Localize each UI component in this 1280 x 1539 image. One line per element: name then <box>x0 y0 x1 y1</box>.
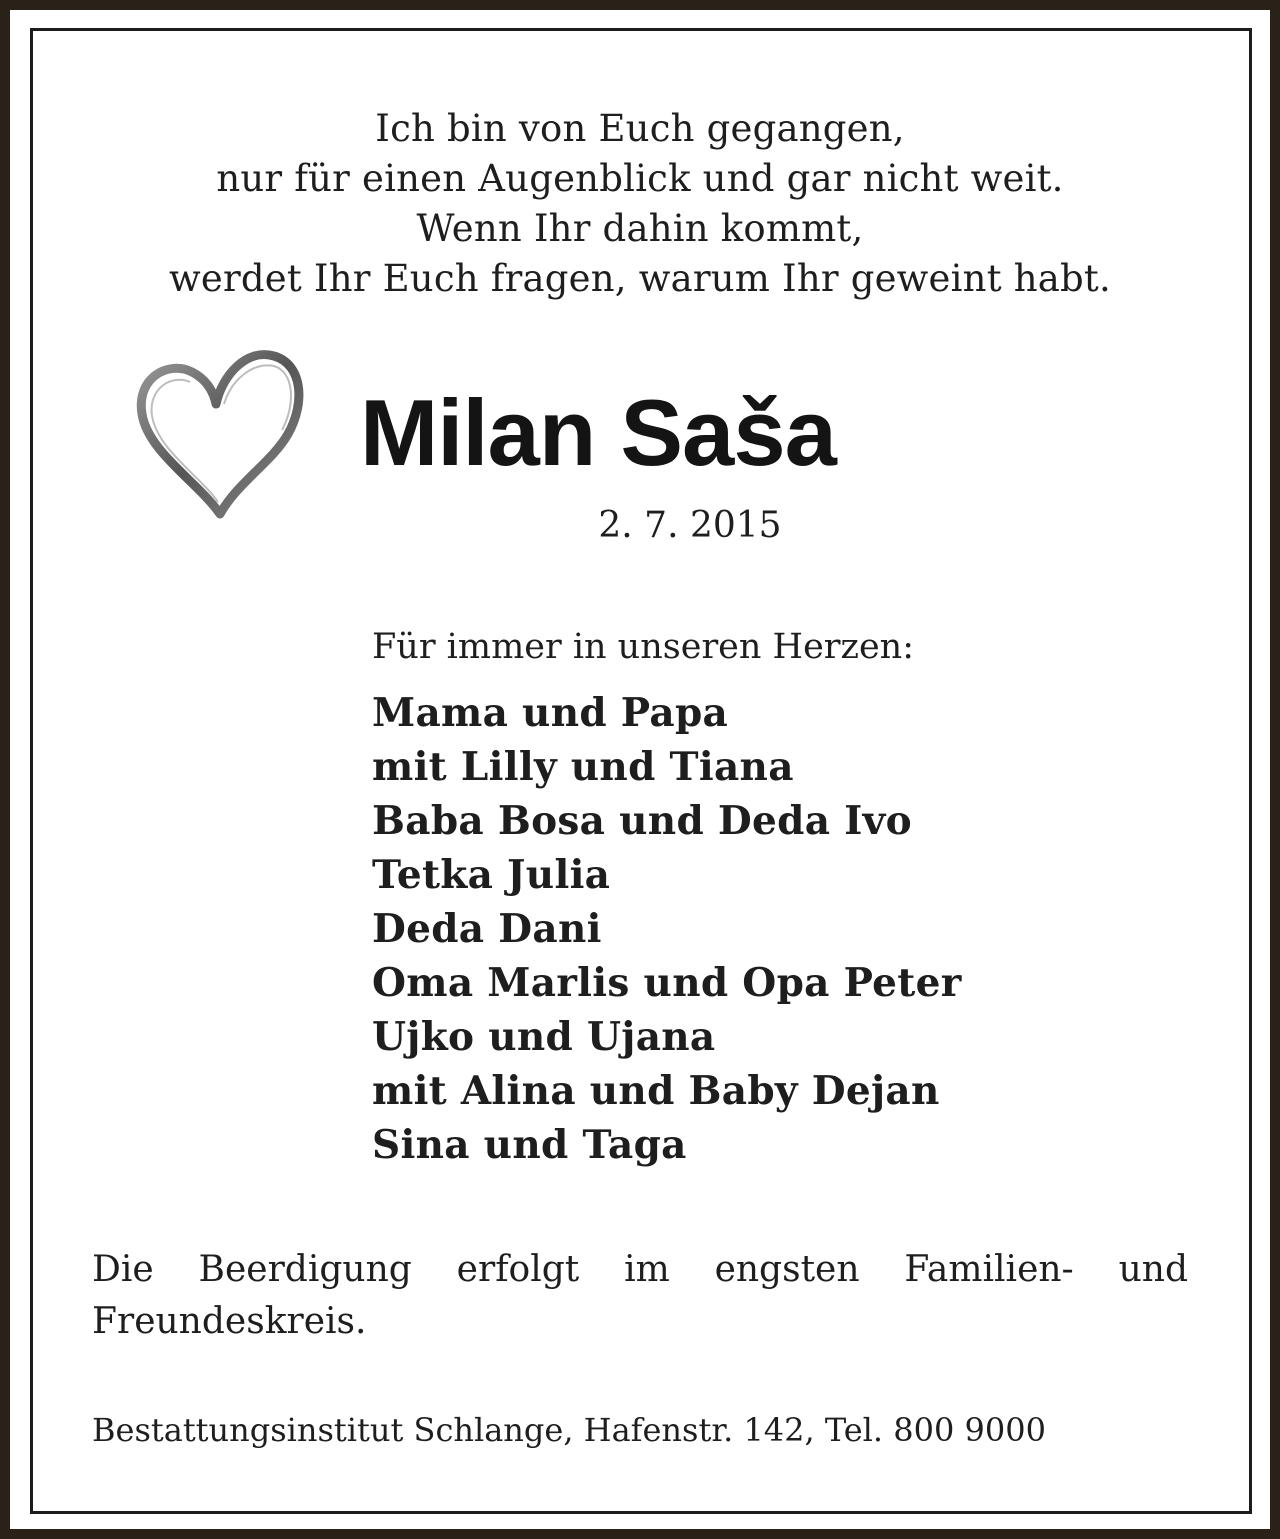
list-item: Baba Bosa und Deda Ivo <box>372 798 912 844</box>
obituary-notice <box>10 10 1270 1529</box>
poem-line: werdet Ihr Euch fragen, warum Ihr geweint habt. <box>169 257 1111 300</box>
list-item: mit Alina und Baby Dejan <box>372 1068 940 1114</box>
list-item: mit Lilly und Tiana <box>372 744 794 790</box>
poem-line: Ich bin von Euch gegangen, <box>375 107 905 150</box>
list-item: Sina und Taga <box>372 1122 687 1168</box>
list-item: Tetka Julia <box>372 852 611 898</box>
date-of-death: 2. 7. 2015 <box>598 505 782 546</box>
list-item: Oma Marlis und Opa Peter <box>372 960 962 1006</box>
poem-line: nur für einen Augenblick und gar nicht weit. <box>216 157 1064 200</box>
list-item: Mama und Papa <box>372 690 729 736</box>
heart-icon <box>128 342 304 522</box>
deceased-name: Milan Saša <box>360 380 836 485</box>
family-list <box>372 686 962 1172</box>
list-item: Deda Dani <box>372 906 602 952</box>
poem <box>10 104 1270 304</box>
undertaker-info: Bestattungsinstitut Schlange, Hafenstr. 142, Tel. 800 9000 <box>92 1411 1046 1449</box>
funeral-info: Die Beerdigung erfolgt im engsten Familien- und Freundeskreis. <box>92 1249 1188 1342</box>
poem-line: Wenn Ihr dahin kommt, <box>416 207 864 250</box>
forever-line: Für immer in unseren Herzen: <box>372 627 915 667</box>
list-item: Ujko und Ujana <box>372 1014 716 1060</box>
